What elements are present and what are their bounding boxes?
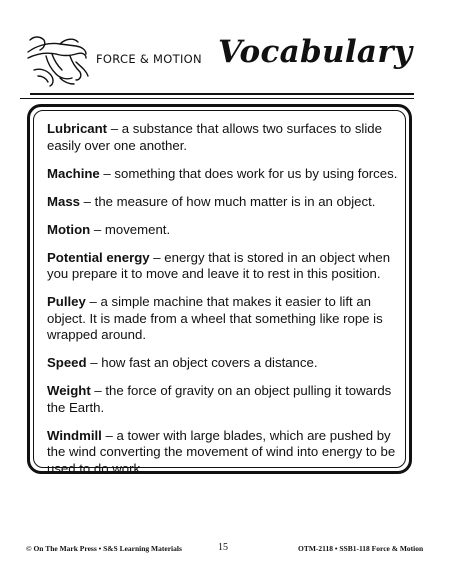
- page-header: [0, 0, 450, 100]
- vocab-definition: – a simple machine that makes it easier to lift an object. It is made from a wheel that something like rope is wrapped around.: [47, 294, 383, 342]
- page-title: Vocabulary: [218, 34, 413, 70]
- vocab-entry-potential-energy: [47, 250, 399, 283]
- vocab-definition: – movement.: [90, 221, 171, 237]
- publisher-credit: © On The Mark Press • S&S Learning Materials: [26, 544, 182, 553]
- vocab-term: Lubricant: [47, 121, 108, 136]
- product-code: OTM-2118 • SSB1-118 Force & Motion: [298, 544, 424, 553]
- page-footer: [0, 542, 450, 558]
- vocab-entry-pulley: [47, 294, 399, 344]
- vocab-definition: – the force of gravity on an object pulling it towards the Earth.: [47, 383, 392, 415]
- vocab-term: Machine: [47, 165, 100, 181]
- vocab-definition: – how fast an object covers a distance.: [86, 355, 318, 370]
- series-title: FORCE & MOTION: [96, 52, 202, 66]
- vocab-term: Windmill: [47, 427, 102, 443]
- header-rule-thin: [20, 98, 414, 99]
- vocab-definition: – something that does work for us by using forces.: [99, 165, 398, 181]
- vocab-entry-windmill: [47, 428, 399, 478]
- hands-clasp-icon: [26, 32, 90, 88]
- vocab-definition: – energy that is stored in an object when you prepare it to move and leave it to rest in this position.: [47, 249, 391, 281]
- vocab-term: Weight: [47, 383, 91, 398]
- vocab-entry-weight: [47, 383, 399, 416]
- vocab-term: Potential energy: [47, 249, 150, 265]
- vocab-definition: – the measure of how much matter is in an object.: [80, 193, 376, 209]
- vocab-entry-motion: [47, 222, 399, 239]
- vocab-entry-mass: [47, 194, 399, 211]
- vocab-term: Speed: [47, 355, 87, 370]
- vocab-definition: – a substance that allows two surfaces to slide easily over one another.: [47, 121, 382, 153]
- vocab-term: Pulley: [47, 294, 86, 309]
- vocab-entry-speed: [47, 355, 399, 372]
- vocab-term: Mass: [47, 193, 80, 209]
- header-rule: [30, 93, 414, 95]
- page-number: 15: [218, 542, 228, 553]
- vocabulary-list: [47, 121, 399, 489]
- vocab-definition: – a tower with large blades, which are pushed by the wind converting the movement of wind into energy to be used to do work.: [47, 427, 396, 476]
- vocab-entry-lubricant: [47, 121, 399, 154]
- vocab-entry-machine: [47, 166, 399, 183]
- vocab-term: Motion: [47, 221, 91, 237]
